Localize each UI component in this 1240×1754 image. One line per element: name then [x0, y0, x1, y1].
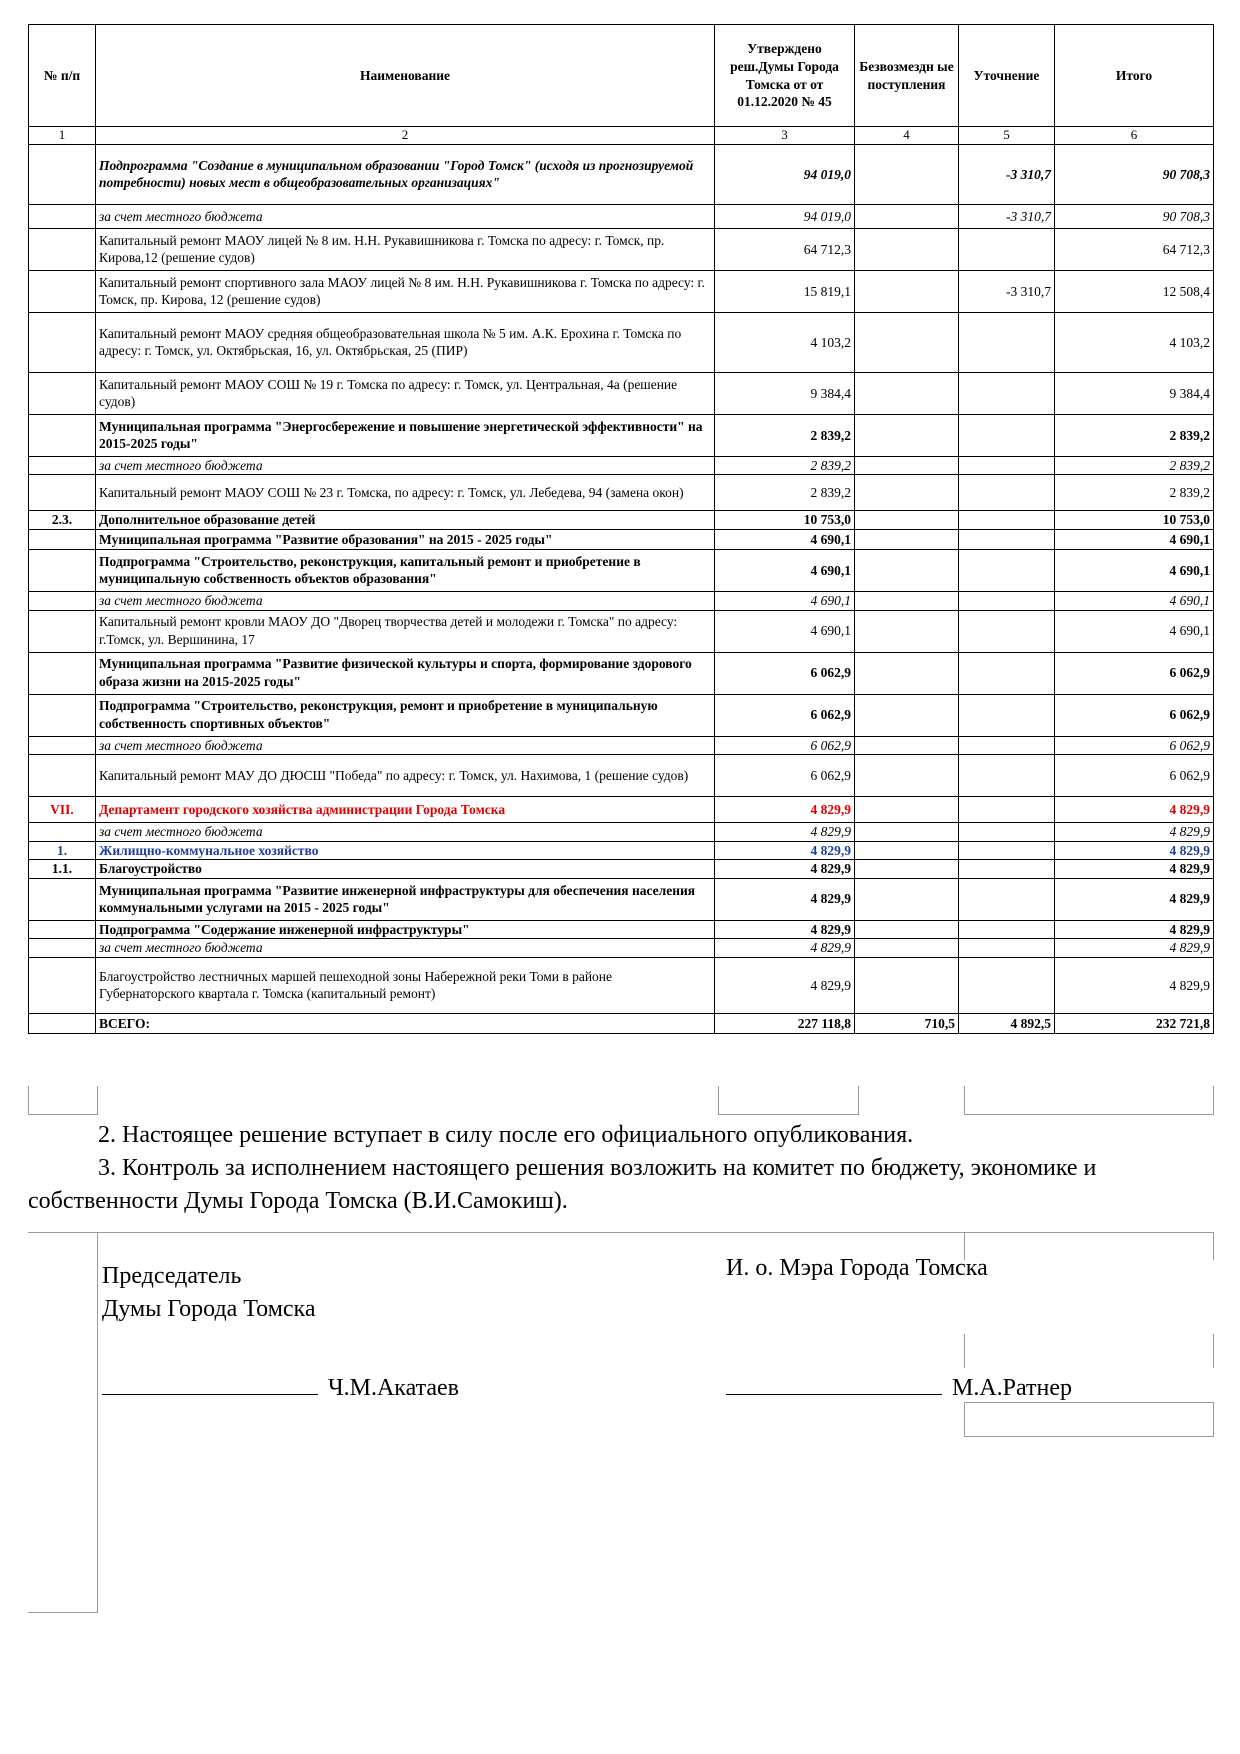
- cell-free: [855, 312, 959, 372]
- cell-name: Муниципальная программа "Развитие инженерной инфраструктуры для обеспечения населения коммунальными услугами на 2015 - 2025 годы": [96, 878, 715, 920]
- cell-free: [855, 144, 959, 204]
- cell-name: Капитальный ремонт МАОУ лицей № 8 им. Н.Н. Рукавишникова г. Томска по адресу: г. Томск, пр. Кирова,12 (решение судов): [96, 228, 715, 270]
- grid-line: [964, 1086, 965, 1114]
- cell-approved: 15 819,1: [715, 270, 855, 312]
- cell-free: 710,5: [855, 1013, 959, 1033]
- cell-free: [855, 549, 959, 591]
- cell-change: [959, 957, 1055, 1013]
- cell-free: [855, 456, 959, 475]
- cell-num: 2.3.: [29, 511, 96, 530]
- cell-change: [959, 414, 1055, 456]
- mayor-signature: [726, 1368, 1072, 1405]
- table-row: [29, 939, 1214, 958]
- cell-total: 64 712,3: [1055, 228, 1214, 270]
- cell-num: [29, 372, 96, 414]
- header-change: Уточнение: [959, 25, 1055, 127]
- cell-total: 90 708,3: [1055, 144, 1214, 204]
- cell-name: Муниципальная программа "Развитие образования" на 2015 - 2025 годы": [96, 529, 715, 549]
- cell-free: [855, 591, 959, 610]
- cell-name: Департамент городского хозяйства администрации Города Томска: [96, 797, 715, 823]
- table-row: [29, 860, 1214, 879]
- cell-total: 10 753,0: [1055, 511, 1214, 530]
- cell-approved: 4 829,9: [715, 878, 855, 920]
- cell-total: 6 062,9: [1055, 736, 1214, 755]
- cell-name: Капитальный ремонт спортивного зала МАОУ лицей № 8 им. Н.Н. Рукавишникова г. Томска по адресу: г. Томск, пр. Кирова, 12 (решение судов): [96, 270, 715, 312]
- cell-free: [855, 920, 959, 939]
- cell-num: [29, 736, 96, 755]
- cell-free: [855, 204, 959, 228]
- cell-name: Муниципальная программа "Развитие физической культуры и спорта, формирование здорового образа жизни на 2015-2025 годы": [96, 652, 715, 694]
- table-row: [29, 797, 1214, 823]
- cell-total: 6 062,9: [1055, 652, 1214, 694]
- cell-free: [855, 529, 959, 549]
- cell-num: [29, 144, 96, 204]
- table-row: [29, 610, 1214, 652]
- cell-change: -3 310,7: [959, 144, 1055, 204]
- cell-name: Подпрограмма "Содержание инженерной инфраструктуры": [96, 920, 715, 939]
- cell-num: [29, 312, 96, 372]
- cell-total: 2 839,2: [1055, 456, 1214, 475]
- cell-free: [855, 797, 959, 823]
- header-free-receipts: Безвозмездн ые поступления: [855, 25, 959, 127]
- cell-num: [29, 204, 96, 228]
- cell-approved: 4 829,9: [715, 841, 855, 860]
- cell-name: Капитальный ремонт кровли МАОУ ДО "Дворец творчества детей и молодежи г. Томска" по адресу: г.Томск, ул. Вершинина, 17: [96, 610, 715, 652]
- grid-line: [964, 1402, 965, 1436]
- cell-approved: 6 062,9: [715, 755, 855, 797]
- grid-line: [28, 1612, 98, 1613]
- cell-num: VII.: [29, 797, 96, 823]
- cell-change: [959, 511, 1055, 530]
- cell-total: 6 062,9: [1055, 694, 1214, 736]
- cell-total: 2 839,2: [1055, 414, 1214, 456]
- paragraph-2: 2. Настоящее решение вступает в силу после его официального опубликования.: [98, 1122, 914, 1148]
- cell-num: [29, 270, 96, 312]
- cell-free: [855, 841, 959, 860]
- table-row: [29, 841, 1214, 860]
- cell-name: за счет местного бюджета: [96, 456, 715, 475]
- cell-free: [855, 736, 959, 755]
- grid-line: [1213, 1334, 1214, 1368]
- cell-name: за счет местного бюджета: [96, 591, 715, 610]
- cell-total: 4 690,1: [1055, 529, 1214, 549]
- cell-change: -3 310,7: [959, 270, 1055, 312]
- table-row: [29, 228, 1214, 270]
- cell-free: [855, 475, 959, 511]
- cell-num: [29, 694, 96, 736]
- chairman-title-2: Думы Города Томска: [102, 1296, 316, 1322]
- cell-total: 4 829,9: [1055, 878, 1214, 920]
- cell-total: 4 829,9: [1055, 920, 1214, 939]
- cell-free: [855, 610, 959, 652]
- grid-line: [1213, 1232, 1214, 1260]
- grid-line: [97, 1232, 98, 1612]
- table-row: [29, 475, 1214, 511]
- cell-approved: 2 839,2: [715, 414, 855, 456]
- grid-line: [964, 1436, 1214, 1437]
- column-number: 6: [1055, 127, 1214, 145]
- cell-name: Капитальный ремонт МАОУ СОШ № 19 г. Томска по адресу: г. Томск, ул. Центральная, 4а (решение судов): [96, 372, 715, 414]
- cell-total: 4 690,1: [1055, 549, 1214, 591]
- cell-num: [29, 456, 96, 475]
- grid-line: [1213, 1086, 1214, 1114]
- cell-num: [29, 823, 96, 842]
- cell-change: -3 310,7: [959, 204, 1055, 228]
- cell-name: Капитальный ремонт МАОУ СОШ № 23 г. Томска, по адресу: г. Томск, ул. Лебедева, 94 (замена окон): [96, 475, 715, 511]
- cell-free: [855, 228, 959, 270]
- cell-name: Дополнительное образование детей: [96, 511, 715, 530]
- cell-change: [959, 610, 1055, 652]
- cell-free: [855, 860, 959, 879]
- cell-change: [959, 823, 1055, 842]
- cell-name: Капитальный ремонт МАОУ средняя общеобразовательная школа № 5 им. А.К. Ерохина г. Томска по адресу: г. Томск, ул. Октябрьская, 16, ул. Октябрьская, 25 (ПИР): [96, 312, 715, 372]
- table-row: [29, 456, 1214, 475]
- cell-total: 4 690,1: [1055, 591, 1214, 610]
- cell-total: 4 690,1: [1055, 610, 1214, 652]
- grid-line: [28, 1086, 29, 1114]
- grid-line: [28, 1232, 1214, 1233]
- cell-name: Благоустройство: [96, 860, 715, 879]
- cell-change: [959, 456, 1055, 475]
- cell-approved: 2 839,2: [715, 475, 855, 511]
- chairman-name: Ч.М.Акатаев: [328, 1375, 460, 1401]
- cell-change: [959, 694, 1055, 736]
- cell-free: [855, 694, 959, 736]
- grid-line: [1213, 1402, 1214, 1436]
- table-row: [29, 755, 1214, 797]
- cell-num: 1.1.: [29, 860, 96, 879]
- cell-name: Жилищно-коммунальное хозяйство: [96, 841, 715, 860]
- cell-change: [959, 939, 1055, 958]
- cell-name: Муниципальная программа "Энергосбережение и повышение энергетической эффективности" на 2015-2025 годы": [96, 414, 715, 456]
- cell-total: 4 829,9: [1055, 823, 1214, 842]
- table-row: [29, 823, 1214, 842]
- cell-change: [959, 920, 1055, 939]
- cell-name: за счет местного бюджета: [96, 939, 715, 958]
- cell-approved: 9 384,4: [715, 372, 855, 414]
- cell-approved: 4 690,1: [715, 591, 855, 610]
- cell-change: 4 892,5: [959, 1013, 1055, 1033]
- cell-approved: 4 829,9: [715, 939, 855, 958]
- cell-approved: 6 062,9: [715, 694, 855, 736]
- cell-num: [29, 414, 96, 456]
- cell-num: [29, 939, 96, 958]
- table-row: [29, 736, 1214, 755]
- column-number: 2: [96, 127, 715, 145]
- cell-free: [855, 939, 959, 958]
- cell-total: 4 829,9: [1055, 860, 1214, 879]
- header-approved: Утверждено реш.Думы Города Томска от от 01.12.2020 № 45: [715, 25, 855, 127]
- cell-total: 232 721,8: [1055, 1013, 1214, 1033]
- cell-change: [959, 228, 1055, 270]
- cell-change: [959, 860, 1055, 879]
- cell-total: 90 708,3: [1055, 204, 1214, 228]
- cell-approved: 64 712,3: [715, 228, 855, 270]
- cell-total: 4 829,9: [1055, 797, 1214, 823]
- cell-name: ВСЕГО:: [96, 1013, 715, 1033]
- grid-line: [28, 1114, 98, 1115]
- table-row: [29, 549, 1214, 591]
- table-row: [29, 529, 1214, 549]
- cell-free: [855, 372, 959, 414]
- cell-num: [29, 610, 96, 652]
- cell-change: [959, 312, 1055, 372]
- cell-approved: 6 062,9: [715, 736, 855, 755]
- column-number: 3: [715, 127, 855, 145]
- table-row: [29, 414, 1214, 456]
- table-row: [29, 878, 1214, 920]
- cell-total: 4 829,9: [1055, 939, 1214, 958]
- cell-name: за счет местного бюджета: [96, 736, 715, 755]
- cell-name: Капитальный ремонт МАУ ДО ДЮСШ "Победа" по адресу: г. Томск, ул. Нахимова, 1 (решение судов): [96, 755, 715, 797]
- cell-free: [855, 878, 959, 920]
- chairman-signature: [102, 1368, 459, 1405]
- table-row: [29, 920, 1214, 939]
- cell-approved: 227 118,8: [715, 1013, 855, 1033]
- cell-name: Подпрограмма "Строительство, реконструкция, капитальный ремонт и приобретение в муниципальную собственность объектов образования": [96, 549, 715, 591]
- column-number-row: [29, 127, 1214, 145]
- cell-total: 9 384,4: [1055, 372, 1214, 414]
- table-row: [29, 957, 1214, 1013]
- cell-total: 6 062,9: [1055, 755, 1214, 797]
- cell-num: [29, 652, 96, 694]
- cell-num: [29, 957, 96, 1013]
- cell-approved: 10 753,0: [715, 511, 855, 530]
- grid-line: [97, 1086, 98, 1114]
- cell-total: 4 829,9: [1055, 841, 1214, 860]
- cell-approved: 4 103,2: [715, 312, 855, 372]
- cell-approved: 4 829,9: [715, 797, 855, 823]
- table-row: [29, 652, 1214, 694]
- cell-change: [959, 841, 1055, 860]
- cell-name: Благоустройство лестничных маршей пешеходной зоны Набережной реки Томи в районе Губернаторского квартала г. Томска (капитальный ремонт): [96, 957, 715, 1013]
- table-row: [29, 270, 1214, 312]
- table-row: [29, 591, 1214, 610]
- cell-total: 4 829,9: [1055, 957, 1214, 1013]
- cell-approved: 4 829,9: [715, 920, 855, 939]
- cell-change: [959, 549, 1055, 591]
- cell-approved: 4 690,1: [715, 549, 855, 591]
- cell-free: [855, 755, 959, 797]
- cell-num: [29, 529, 96, 549]
- column-number: 1: [29, 127, 96, 145]
- table-row: [29, 1013, 1214, 1033]
- paragraph-3: 3. Контроль за исполнением настоящего решения возложить на комитет по бюджету, экономике и собственности Думы Города Томска (В.И.Самокиш).: [28, 1155, 1097, 1214]
- cell-num: 1.: [29, 841, 96, 860]
- table-row: [29, 694, 1214, 736]
- column-number: 4: [855, 127, 959, 145]
- cell-num: [29, 755, 96, 797]
- cell-free: [855, 414, 959, 456]
- cell-approved: 94 019,0: [715, 204, 855, 228]
- cell-free: [855, 270, 959, 312]
- cell-num: [29, 591, 96, 610]
- cell-change: [959, 797, 1055, 823]
- cell-change: [959, 591, 1055, 610]
- grid-line: [858, 1086, 859, 1114]
- grid-line: [964, 1114, 1214, 1115]
- mayor-title: И. о. Мэра Города Томска: [726, 1255, 988, 1281]
- cell-num: [29, 878, 96, 920]
- cell-total: 2 839,2: [1055, 475, 1214, 511]
- cell-change: [959, 529, 1055, 549]
- cell-approved: 4 829,9: [715, 957, 855, 1013]
- header-total: Итого: [1055, 25, 1214, 127]
- cell-num: [29, 228, 96, 270]
- cell-approved: 94 019,0: [715, 144, 855, 204]
- table-row: [29, 372, 1214, 414]
- chairman-title: Председатель: [102, 1263, 242, 1289]
- column-number: 5: [959, 127, 1055, 145]
- cell-num: [29, 920, 96, 939]
- cell-free: [855, 823, 959, 842]
- cell-free: [855, 957, 959, 1013]
- cell-name: Подпрограмма "Создание в муниципальном образовании "Город Томск" (исходя из прогнозируемой потребности) новых мест в общеобразовательных организациях": [96, 144, 715, 204]
- grid-line: [964, 1334, 965, 1368]
- grid-line: [718, 1114, 859, 1115]
- cell-change: [959, 652, 1055, 694]
- cell-free: [855, 652, 959, 694]
- signature-line: [102, 1368, 318, 1395]
- cell-approved: 4 690,1: [715, 610, 855, 652]
- cell-num: [29, 549, 96, 591]
- cell-approved: 4 690,1: [715, 529, 855, 549]
- cell-name: Подпрограмма "Строительство, реконструкция, ремонт и приобретение в муниципальную собственность спортивных объектов": [96, 694, 715, 736]
- cell-total: 12 508,4: [1055, 270, 1214, 312]
- cell-num: [29, 1013, 96, 1033]
- cell-change: [959, 878, 1055, 920]
- mayor-name: М.А.Ратнер: [952, 1375, 1073, 1401]
- cell-change: [959, 755, 1055, 797]
- cell-approved: 6 062,9: [715, 652, 855, 694]
- table-row: [29, 204, 1214, 228]
- cell-change: [959, 736, 1055, 755]
- cell-approved: 4 829,9: [715, 860, 855, 879]
- budget-table: [28, 24, 1214, 1034]
- header-num: № п/п: [29, 25, 96, 127]
- cell-approved: 4 829,9: [715, 823, 855, 842]
- cell-change: [959, 475, 1055, 511]
- table-row: [29, 144, 1214, 204]
- cell-name: за счет местного бюджета: [96, 204, 715, 228]
- cell-change: [959, 372, 1055, 414]
- table-row: [29, 511, 1214, 530]
- cell-total: 4 103,2: [1055, 312, 1214, 372]
- cell-approved: 2 839,2: [715, 456, 855, 475]
- cell-num: [29, 475, 96, 511]
- signature-line: [726, 1368, 942, 1395]
- grid-line: [718, 1086, 719, 1114]
- cell-name: за счет местного бюджета: [96, 823, 715, 842]
- table-row: [29, 312, 1214, 372]
- table-header-row: [29, 25, 1214, 127]
- header-name: Наименование: [96, 25, 715, 127]
- cell-free: [855, 511, 959, 530]
